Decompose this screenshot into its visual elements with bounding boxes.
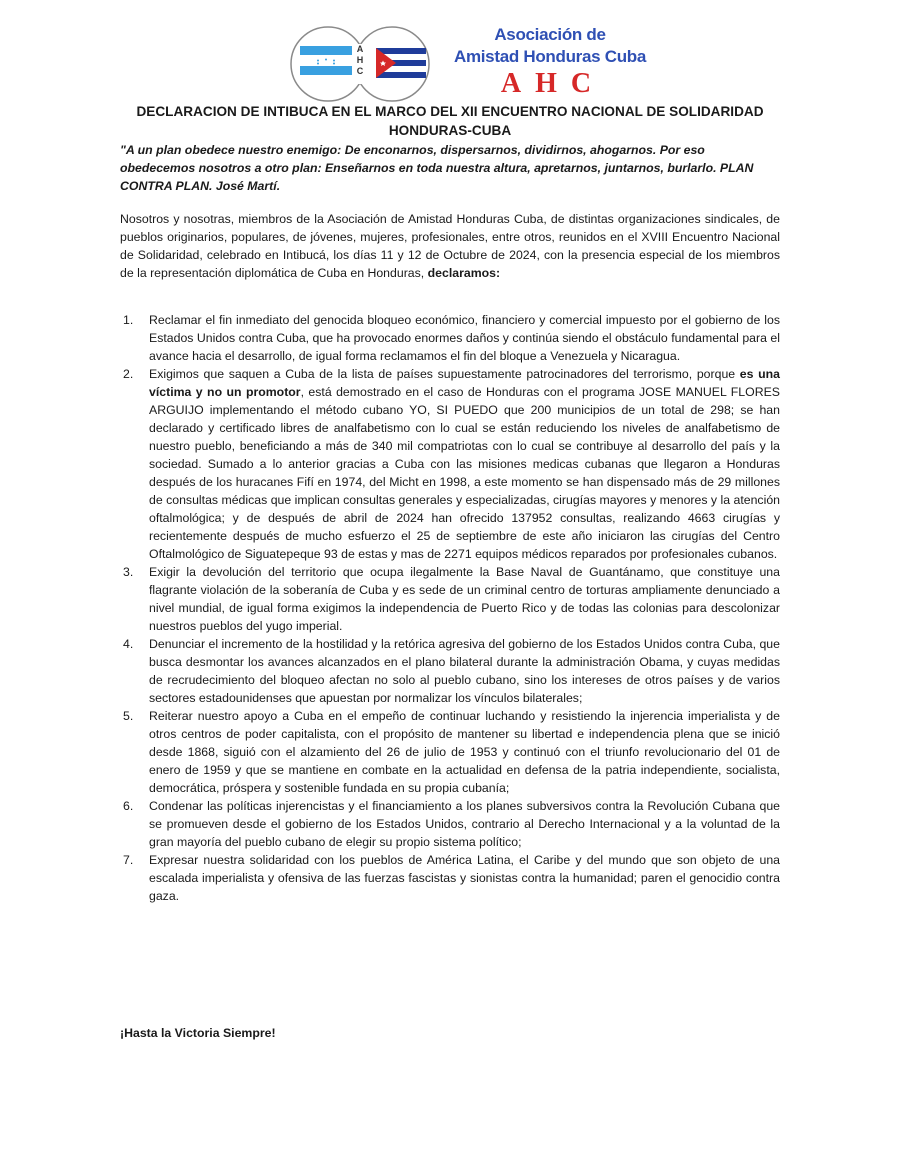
point-number: 1. xyxy=(123,313,134,327)
declaration-point xyxy=(120,635,780,707)
closing-slogan: ¡Hasta la Victoria Siempre! xyxy=(120,1026,276,1040)
point-text: Exigir la devolución del territorio que ocupa ilegalmente la Base Naval de Guantánamo, que constituye una flagrante violación de la soberanía de Cuba y es sede de un criminal centro de torturas ampliamente denunciado a nivel mundial, de igual forma exigimos la independencia de Puerto Rico y de todas las colonias para descolonizar nuestros pueblos del yugo imperial. xyxy=(149,565,780,633)
point-text: Reclamar el fin inmediato del genocida bloqueo económico, financiero y comercial impuesto por el gobierno de los Estados Unidos contra Cuba, que ha provocado enormes daños y continúa siendo el obstáculo fundamental para el avance hacia el desarrollo, de igual forma reclamamos el fin del bloque a Venezuela y Nicaragua. xyxy=(149,313,780,363)
declaration-point xyxy=(120,311,780,365)
letterhead xyxy=(0,18,900,110)
declaration-point xyxy=(120,365,780,563)
point-text: Expresar nuestra solidaridad con los pueblos de América Latina, el Caribe y del mundo que son objeto de una escalada imperialista y ofensiva de las fuerzas fascistas y sionistas contra la humanidad; paren el genocidio contra gaza. xyxy=(149,853,780,903)
org-acronym: AHC xyxy=(500,68,606,99)
epigraph-quote: "A un plan obedece nuestro enemigo: De enconarnos, dispersarnos, dividirnos, ahogarnos. Por eso obedecemos nosotros a otro plan: Enseñarnos en toda nuestra altura, apretarnos, juntarnos, burlarlo. PLAN CONTRA PLAN. José Martí. xyxy=(120,143,754,193)
declaration-point xyxy=(120,563,780,635)
point-number: 6. xyxy=(123,799,134,813)
declaration-points xyxy=(120,311,780,905)
document-title: DECLARACION DE INTIBUCA EN EL MARCO DEL XII ENCUENTRO NACIONAL DE SOLIDARIDAD HONDURAS-CUBA xyxy=(136,104,764,138)
honduras-flag-icon xyxy=(300,46,352,75)
intro-emphasis: declaramos: xyxy=(427,266,501,280)
point-number: 4. xyxy=(123,637,134,651)
cuba-flag-icon xyxy=(376,48,426,78)
point-text: Exigimos que saquen a Cuba de la lista de países supuestamente patrocinadores del terrorismo, porque xyxy=(149,367,740,381)
emblem-text: AHC xyxy=(355,44,365,77)
point-text-continued: , está demostrado en el caso de Honduras con el programa JOSE MANUEL FLORES ARGUIJO implementando el método cubano YO, SI PUEDO que 200 municipios de un total de 298; se han declarado y certificado libres de analfabetismo con lo cual se están reduciendo los niveles de analfabetismo de nuestro pueblo, beneficiando a más de 340 mil compatriotas con lo cual se contribuye al desarrollo del país y la sociedad. Sumado a lo anterior gracias a Cuba con las misiones medicas cubanas que llegaron a Honduras después de los huracanes Fifí en 1974, del Micht en 1998, a este momento se han dispensado más de 29 millones de consultas médicas que implican consultas generales y especializadas, cirugías mayores y menores y la atención oftalmológica; y de después de abril de 2024 han ofrecido 137952 consultas, realizando 4663 cirugías y recientemente después de mucho esfuerzo el 25 de septiembre de este año iniciaron las cirugías del Centro Oftalmológico de Siguatepeque 93 de estas y mas de 2271 equipos médicos reparados por profesionales cubanos. xyxy=(149,385,780,561)
point-number: 5. xyxy=(123,709,134,723)
declaration-point xyxy=(120,797,780,851)
declaration-point xyxy=(120,707,780,797)
point-number: 3. xyxy=(123,565,134,579)
org-name-line1: Asociación de xyxy=(494,25,606,44)
point-text: Condenar las políticas injerencistas y el financiamiento a los planes subversivos contra la Revolución Cubana que se promueven desde el gobierno de los Estados Unidos, contrario al Derecho Internacional y a la voluntad de la gran mayoría del pueblo cubano de elegir su propio sistema político; xyxy=(149,799,780,849)
org-name-line2: Amistad Honduras Cuba xyxy=(453,47,647,66)
point-text: Denunciar el incremento de la hostilidad y la retórica agresiva del gobierno de los Estados Unidos contra Cuba, que busca desmontar los avances alcanzados en el plano bilateral durante la administración Obama, y cuyas medidas de recrudecimiento del bloqueo afectan no solo al pueblo cubano, sino los intereses de otros países y de varios sectores estadounidenses que apuestan por normalizar los vínculos bilaterales; xyxy=(149,637,780,705)
point-text: Reiterar nuestro apoyo a Cuba en el empeño de continuar luchando y resistiendo la injerencia imperialista y de otros centros de poder capitalista, con el propósito de mantener su libertad e independencia plena que se inició desde 1868, siguió con el alzamiento del 26 de julio de 1953 y continuó con el triunfo revolucionario del 01 de enero de 1959 y que se mantiene en combate en la actualidad en defensa de la patria independiente, socialista, democrática, próspera y sostenible fundada en su propia cubanía; xyxy=(149,709,780,795)
intro-paragraph xyxy=(120,210,780,282)
declaration-point xyxy=(120,851,780,905)
point-number: 2. xyxy=(123,367,134,381)
point-bold-text: es una víctima y no un promotor xyxy=(149,367,780,399)
point-number: 7. xyxy=(123,853,134,867)
intro-text: Nosotros y nosotras, miembros de la Asociación de Amistad Honduras Cuba, de distintas organizaciones sindicales, de pueblos originarios, populares, de jóvenes, mujeres, profesionales, entre otros, reunidos en el XVIII Encuentro Nacional de Solidaridad, celebrado en Intibucá, los días 11 y 12 de Octubre de 2024, con la presencia especial de los miembros de la representación diplomática de Cuba en Honduras, xyxy=(120,212,780,280)
emblem-vertical-letters xyxy=(353,44,367,80)
